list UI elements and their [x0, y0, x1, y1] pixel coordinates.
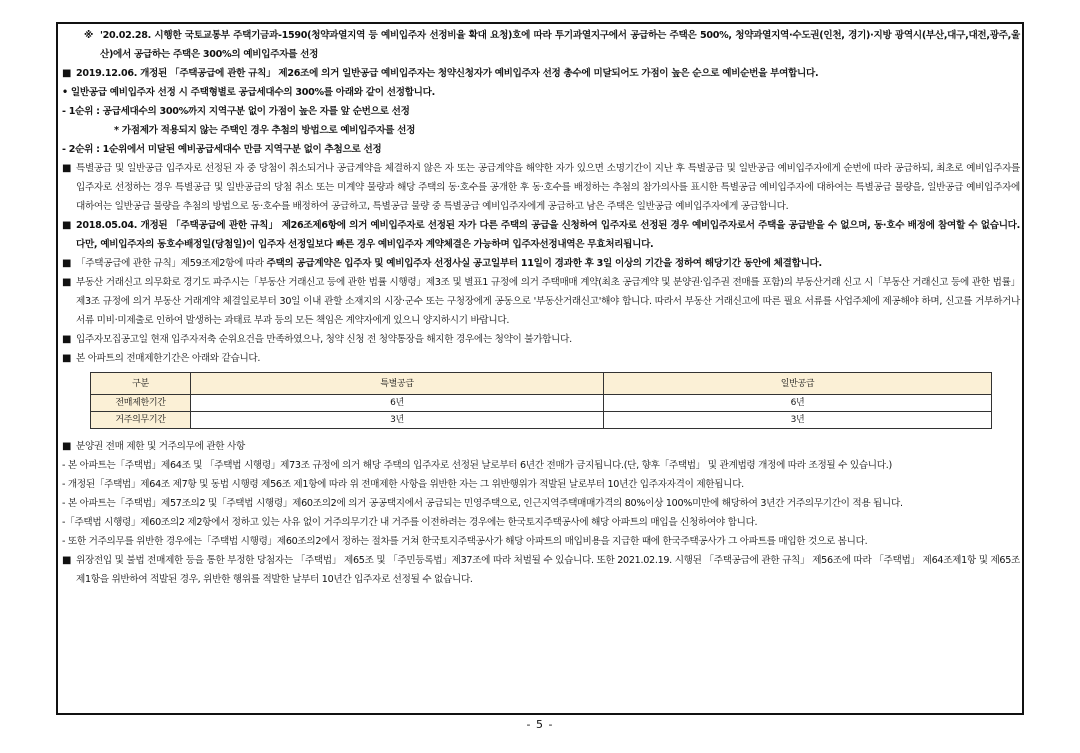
- note-text: '20.02.28. 시행한 국토교통부 주택기금과-1590(청약과열지역 등 예비입주자 선정비율 확대 요청)호에 따라 투기과열지구에서 공급하는 주택은 500%, 청약과열지역·수도권(인천, 경기)·지방 광역시(부산,대구,대전,광주,울산)에서 공급하는 주택은 300%의 예비입주자를 선정: [100, 30, 1020, 60]
- table-header-row: [91, 373, 992, 395]
- rule-2019: [62, 64, 1020, 83]
- square-bullet-icon: ■: [62, 220, 72, 231]
- table-header-category: 구분: [91, 373, 191, 395]
- reserve-rule: • 일반공급 예비입주자 선정 시 주택형별로 공급세대수의 300%를 아래와 같이 선정합니다.: [62, 87, 435, 98]
- table-row: [91, 412, 992, 429]
- fraud-penalty-text: 위장전입 및 불법 전매제한 등을 통한 부정한 당첨자는 「주택법」 제65조 및 「주민등록법」제37조에 따라 처벌될 수 있습니다. 또한 2021.02.19. 시행된 「주택공급에 관한 규칙」 제56조에 따라 「주택법」 제64조제1항 및 제65조제1항을 위반하여 적발된 경우, 위반한 행위를 적발한 날부터 10년간 입주자로 선정될 수 없습니다.: [76, 555, 1020, 585]
- table-row: [91, 395, 992, 412]
- residence-requirement-text: 입주자모집공고일 현재 입주자저축 순위요건을 만족하였으나, 청약 신청 전 청약통장을 해지한 경우에는 청약이 불가합니다.: [76, 334, 572, 345]
- rank-1: - 1순위 : 공급세대수의 300%까지 지역구분 없이 가점이 높은 자를 앞 순번으로 선정: [62, 106, 410, 117]
- contract-period-bold-text: 주택의 공급계약은 입주자 및 예비입주자 선정사실 공고일부터 11일이 경과한 후 3일 이상의 기간을 정하여 해당기간 동안에 체결합니다.: [266, 258, 822, 269]
- square-bullet-icon: ■: [62, 258, 72, 269]
- note-2020: [62, 26, 1020, 64]
- square-bullet-icon: ■: [62, 163, 72, 174]
- special-general-supply: [62, 159, 1020, 216]
- rule-2018-text: 2018.05.04. 개정된 「주택공급에 관한 규칙」 제26조제6항에 의거 예비입주자로 선정된 자가 다른 주택의 공급을 신청하여 입주자로 선정된 경우 예비입주자로서 주택을 공급받을 수 없으며, 동·호수 배정에 참여할 수 없습니다. 다만, 예비입주자의 동호수배정일(당첨일)이 입주자 선정일보다 빠른 경우 예비입주자 계약체결은 가능하며 입주자선정내역은 무효처리됩니다.: [76, 220, 1020, 250]
- resale-item-1: - 본 아파트는「주택법」제64조 및 「주택법 시행령」제73조 규정에 의거 해당 주택의 입주자로 선정된 날로부터 6년간 전매가 금지됩니다.(단, 향후「주택법」 및 관계법령 개정에 따라 조정될 수 있습니다.): [62, 460, 892, 471]
- resale-title-text: 분양권 전매 제한 및 거주의무에 관한 사항: [76, 441, 245, 452]
- rule-2019-text: 2019.12.06. 개정된 「주택공급에 관한 규칙」 제26조에 의거 일반공급 예비입주자는 청약신청자가 예비입주자 선정 총수에 미달되어도 가점이 높은 순으로 예비순번을 부여합니다.: [76, 68, 819, 79]
- square-bullet-icon: ■: [62, 334, 72, 345]
- rank-2: - 2순위 : 1순위에서 미달된 예비공급세대수 만큼 지역구분 없이 추첨으로 선정: [62, 144, 382, 155]
- square-bullet-icon: ■: [62, 277, 72, 288]
- resale-limit-intro-text: 본 아파트의 전매제한기간은 아래와 같습니다.: [76, 353, 261, 364]
- page-content: [62, 26, 1020, 589]
- rule-2018: [62, 216, 1020, 254]
- resale-limit-intro: [62, 349, 1020, 368]
- table-header-special: 특별공급: [191, 373, 604, 395]
- resale-item-4: -「주택법 시행령」제60조의2 제2항에서 정하고 있는 사유 없이 거주의무기간 내 거주를 이전하려는 경우에는 한국토지주택공사에 해당 아파트의 매입을 신청하여야 합니다.: [62, 517, 758, 528]
- square-bullet-icon: ■: [62, 353, 72, 364]
- note-marker: ※: [84, 30, 94, 41]
- table-cell: 3년: [604, 412, 992, 429]
- residence-requirement: [62, 330, 1020, 349]
- special-general-text: 특별공급 및 일반공급 입주자로 선정된 자 중 당첨이 취소되거나 공급계약을 체결하지 않은 자 또는 공급계약을 해약한 자가 있으면 소명기간이 지난 후 특별공급 및 일반공급 예비입주자에게 순번에 따라 공급하되, 최초로 예비입주자를 입주자로 선정하는 경우 특별공급 및 일반공급의 당첨 취소 또는 미계약 물량과 해당 주택의 동·호수를 공개한 후 동·호수를 배정하는 추첨의 참가의사를 표시한 특별공급 예비입주자에 대하여는 특별공급 물량을, 일반공급 예비입주자에 대하여는 일반공급 물량을 추첨의 방법으로 동·호수를 배정하여 공급하고, 특별공급 물량 중 특별공급 예비입주자에게 공급하고 남은 주택은 일반공급 예비입주자에게 공급합니다.: [76, 163, 1020, 212]
- table-cell: 6년: [604, 395, 992, 412]
- table-header-general: 일반공급: [604, 373, 992, 395]
- contract-period-text: 「주택공급에 관한 규칙」제59조제2항에 따라: [76, 258, 267, 269]
- contract-period: [62, 254, 1020, 273]
- resale-item-2: - 개정된「주택법」제64조 제7항 및 동법 시행령 제56조 제1항에 따라 위 전매제한 사항을 위반한 자는 그 위반행위가 적발된 날로부터 10년간 입주자자격이 제한됩니다.: [62, 479, 744, 490]
- table-cell: 6년: [191, 395, 604, 412]
- table-cell: 전매제한기간: [91, 395, 191, 412]
- table-cell: 거주의무기간: [91, 412, 191, 429]
- page-number: - 5 -: [526, 718, 554, 731]
- resale-title: [62, 437, 1020, 456]
- square-bullet-icon: ■: [62, 441, 72, 452]
- real-estate-report: [62, 273, 1020, 330]
- square-bullet-icon: ■: [62, 68, 72, 79]
- resale-item-3: - 본 아파트는「주택법」제57조의2 및「주택법 시행령」제60조의2에 의거 공공택지에서 공급되는 민영주택으로, 인근지역주택매매가격의 80%이상 100%미만에 해당하여 3년간 거주의무기간이 적용 됩니다.: [62, 498, 903, 509]
- rank-1-note: * 가점제가 적용되지 않는 주택인 경우 추첨의 방법으로 예비입주자를 선정: [114, 125, 416, 136]
- resale-item-5: - 또한 거주의무를 위반한 경우에는「주택법 시행령」제60조의2에서 정하는 절차를 거쳐 한국토지주택공사가 해당 아파트의 매입비용을 지급한 때에 한국주택공사가 그 아파트를 매입한 것으로 봅니다.: [62, 536, 868, 547]
- resale-limit-table: [90, 372, 992, 429]
- table-cell: 3년: [191, 412, 604, 429]
- real-estate-report-text: 부동산 거래신고 의무화로 경기도 파주시는「부동산 거래신고 등에 관한 법률 시행령」제3조 및 별표1 규정에 의거 주택매매 계약(최초 공급계약 및 분양권·입주권 전매를 포함)의 부동산거래 신고 시「부동산 거래신고 등에 관한 법률」제3조 규정에 의거 부동산 거래계약 체결일로부터 30일 이내 관할 소재지의 시장·군수 또는 구청장에게 공동으로 '부동산거래신고'해야 합니다. 따라서 부동산 거래신고에 따른 필요 서류를 사업주체에 제공해야 하며, 신고를 거부하거나 서류 미비·미제출로 인하여 발생하는 과태료 부과 등의 모든 책임은 계약자에게 있으니 양지하시기 바랍니다.: [76, 277, 1020, 326]
- square-bullet-icon: ■: [62, 555, 72, 566]
- fraud-penalty: [62, 551, 1020, 589]
